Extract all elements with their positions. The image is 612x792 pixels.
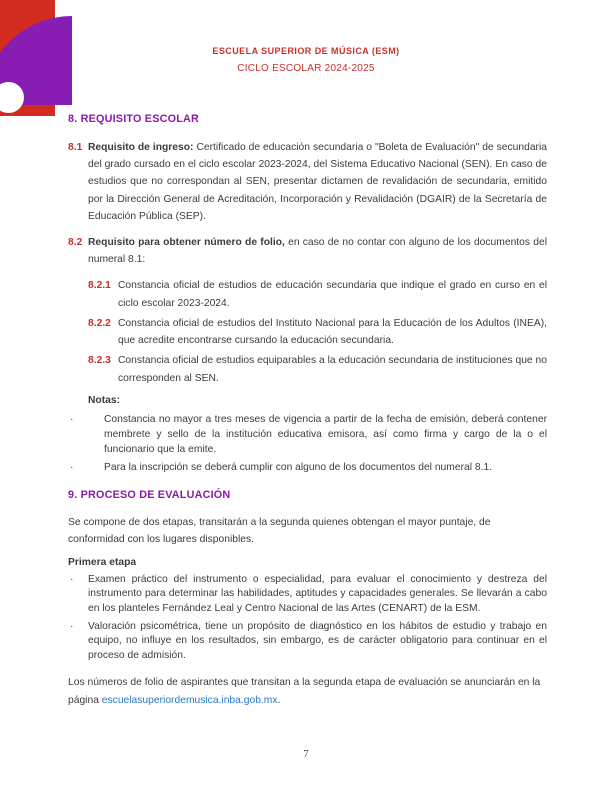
note-item-2 [68,461,547,476]
item-8-1-text [88,139,547,225]
subitem-8-2-1-number: 8.2.1 [88,280,111,292]
notes-heading: Notas: [88,395,121,407]
subitem-8-2-1 [88,277,547,312]
note-item-1 [68,413,547,457]
note-item-1-text: Constancia no mayor a tres meses de vigencia a partir de la fecha de emisión, deberá contener membrete y sello de la institución educativa emisora, así como firma y cargo de la o el funcionario que la emite. [104,414,547,455]
subitem-8-2-3-number: 8.2.3 [88,355,111,367]
subitem-8-2-2-text: Constancia oficial de estudios del Instituto Nacional para la Educación de los Adultos (INEA), que acredite encontrarse cursando la educación secundaria. [118,317,547,347]
section-9-intro: Se compone de dos etapas, transitarán a la segunda quienes obtengan el mayor puntaje, de conformidad con los lugares disponibles. [68,516,491,546]
subitem-8-2-1-text: Constancia oficial de estudios de educación secundaria que indique el grado en curso en el ciclo escolar 2023-2024. [118,280,547,309]
item-8-1 [68,139,547,225]
closing-paragraph [68,674,547,709]
closing-text-after: . [277,694,281,706]
evaluation-bullet-2-text: Valoración psicométrica, tiene un propósito de diagnóstico en los hábitos de estudio y trabajo en equipo, no influye en los resultados, sin embargo, es de carácter obligatorio para continuar en el proceso de admisión. [88,620,547,661]
subitem-8-2-3 [88,352,547,387]
header-subtitle: CICLO ESCOLAR 2024-2025 [237,63,375,74]
item-8-1-lead: Requisito de ingreso: [88,142,194,153]
website-link[interactable]: escuelasuperiordemusica.inba.gob.mx [101,694,278,706]
subitem-8-2-2-number: 8.2.2 [88,317,111,329]
item-8-2-text [88,234,547,268]
stage-heading: Primera etapa [68,556,137,568]
bullet-icon: · [70,414,74,426]
item-8-1-body: Certificado de educación secundaria o "Boleta de Evaluación" de secundaria del grado cursado en el ciclo escolar 2023-2024, del Sistema Educativo Nacional (SEN). En caso de estudios que no correspondan al SEN, presentar dictamen de revalidación de secundaria, emitido por la Dirección General de Acreditación, Incorporación y Revalidación (DGAIR) de la Secretaría de Educación Pública (SEP). [88,142,547,222]
subitem-8-2-2 [88,315,547,350]
subitem-8-2-3-text: Constancia oficial de estudios equiparables a la educación secundaria de instituciones que no corresponden al SEN. [118,355,547,384]
document-body [68,113,547,709]
item-8-2-lead: Requisito para obtener número de folio, [88,237,285,249]
header-title: ESCUELA SUPERIOR DE MÚSICA (ESM) [212,46,400,56]
evaluation-bullet-1-text: Examen práctico del instrumento o especialidad, para evaluar el conocimiento y destreza del instrumento para determinar las habilidades, aptitudes y capacidades generales. Se llevarán a cabo en los planteles Fernández Leal y Centro Nacional de las Artes (CENART) de la ESM. [88,573,547,614]
bullet-icon: · [70,573,74,585]
evaluation-bullet-2 [68,620,547,664]
inba-esm-logo [0,0,80,120]
note-item-2-text: Para la inscripción se deberá cumplir con alguno de los documentos del numeral 8.1. [104,462,493,474]
page-number: 7 [303,748,309,760]
section-9-heading: 9. PROCESO DE EVALUACIÓN [68,488,231,501]
evaluation-bullet-1 [68,573,547,617]
item-8-1-number: 8.1 [68,142,83,153]
bullet-icon: · [70,620,74,632]
section-8-heading: 8. REQUISITO ESCOLAR [68,113,199,125]
bullet-icon: · [70,462,74,474]
item-8-2-number: 8.2 [68,237,83,249]
item-8-2-body: en caso de no contar con alguno de los documentos del numeral 8.1: [88,237,548,266]
page-header [80,46,532,74]
closing-text-before: Los números de folio de aspirantes que transitan a la segunda etapa de evaluación se anunciarán en la página [68,677,541,706]
item-8-2 [68,234,547,268]
